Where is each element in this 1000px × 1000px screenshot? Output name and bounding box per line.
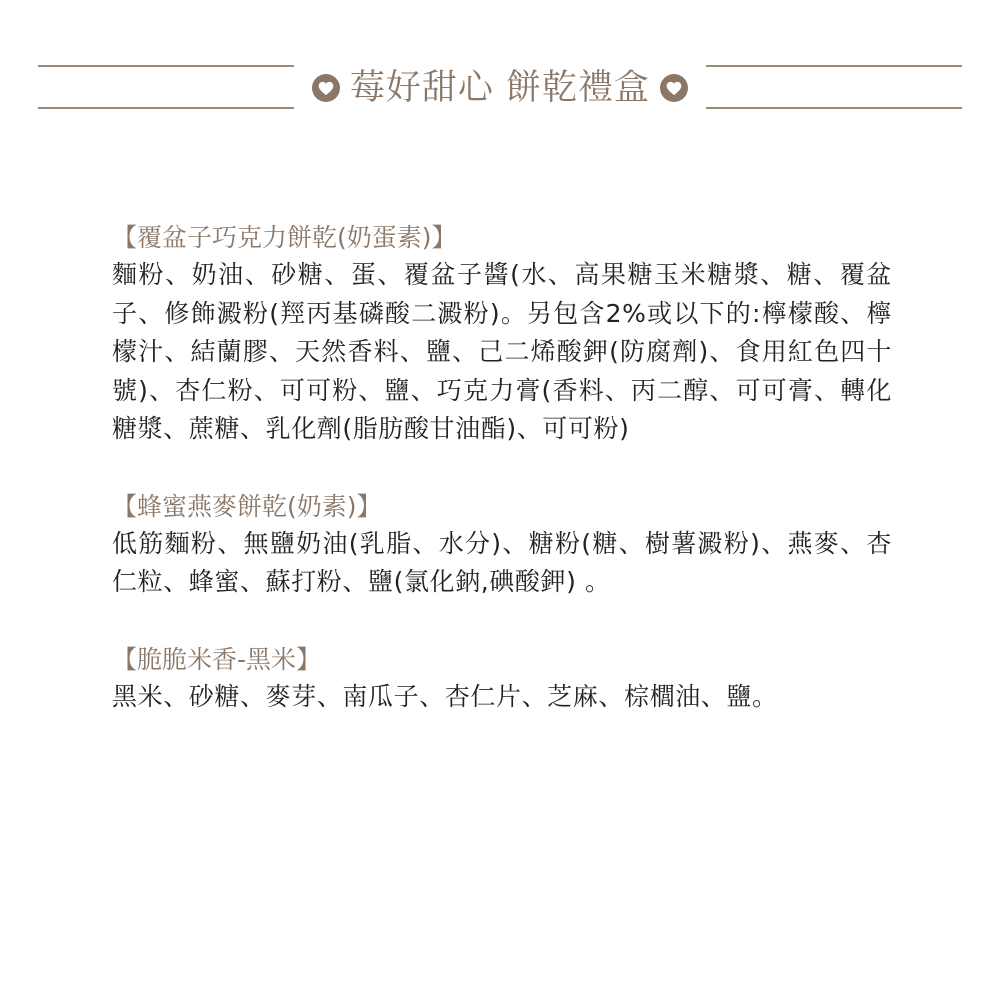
heart-icon [660,74,688,102]
left-top-rule [38,65,294,67]
right-bottom-rule [706,107,962,109]
page-title: 莓好甜心 餅乾禮盒 [349,68,651,108]
section-title: 【脆脆米香-黑米】 [112,644,322,674]
left-bottom-rule [38,107,294,109]
section-body: 麵粉、奶油、砂糖、蛋、覆盆子醬(水、高果糖玉米糖漿、糖、覆盆子、修飾澱粉(羥丙基磷酸二澱粉)。另包含2%或以下的:檸檬酸、檸檬汁、結蘭膠、天然香料、鹽、己二烯酸鉀(防腐劑)、食用紅色四十號)、杏仁粉、可可粉、鹽、巧克力膏(香料、丙二醇、可可膏、轉化糖漿、蔗糖、乳化劑(脂肪酸甘油酯)、可可粉) [112,260,892,443]
title-group [276,62,724,114]
section-raspberry-chocolate [112,222,892,449]
right-top-rule [706,65,962,67]
section-black-rice-puff [112,644,892,717]
section-title: 【蜂蜜燕麥餅乾(奶素)】 [112,491,382,521]
section-body: 低筋麵粉、無鹽奶油(乳脂、水分)、糖粉(糖、樹薯澱粉)、燕麥、杏仁粒、蜂蜜、蘇打粉、鹽(氯化鈉,碘酸鉀) 。 [112,528,892,596]
section-title: 【覆盆子巧克力餅乾(奶蛋素)】 [112,223,457,252]
heart-icon [312,74,340,102]
section-honey-oat [112,491,892,602]
section-body: 黑米、砂糖、麥芽、南瓜子、杏仁片、芝麻、棕櫚油、鹽。 [112,681,778,711]
header-banner [0,0,1000,140]
ingredients-list [112,222,892,716]
